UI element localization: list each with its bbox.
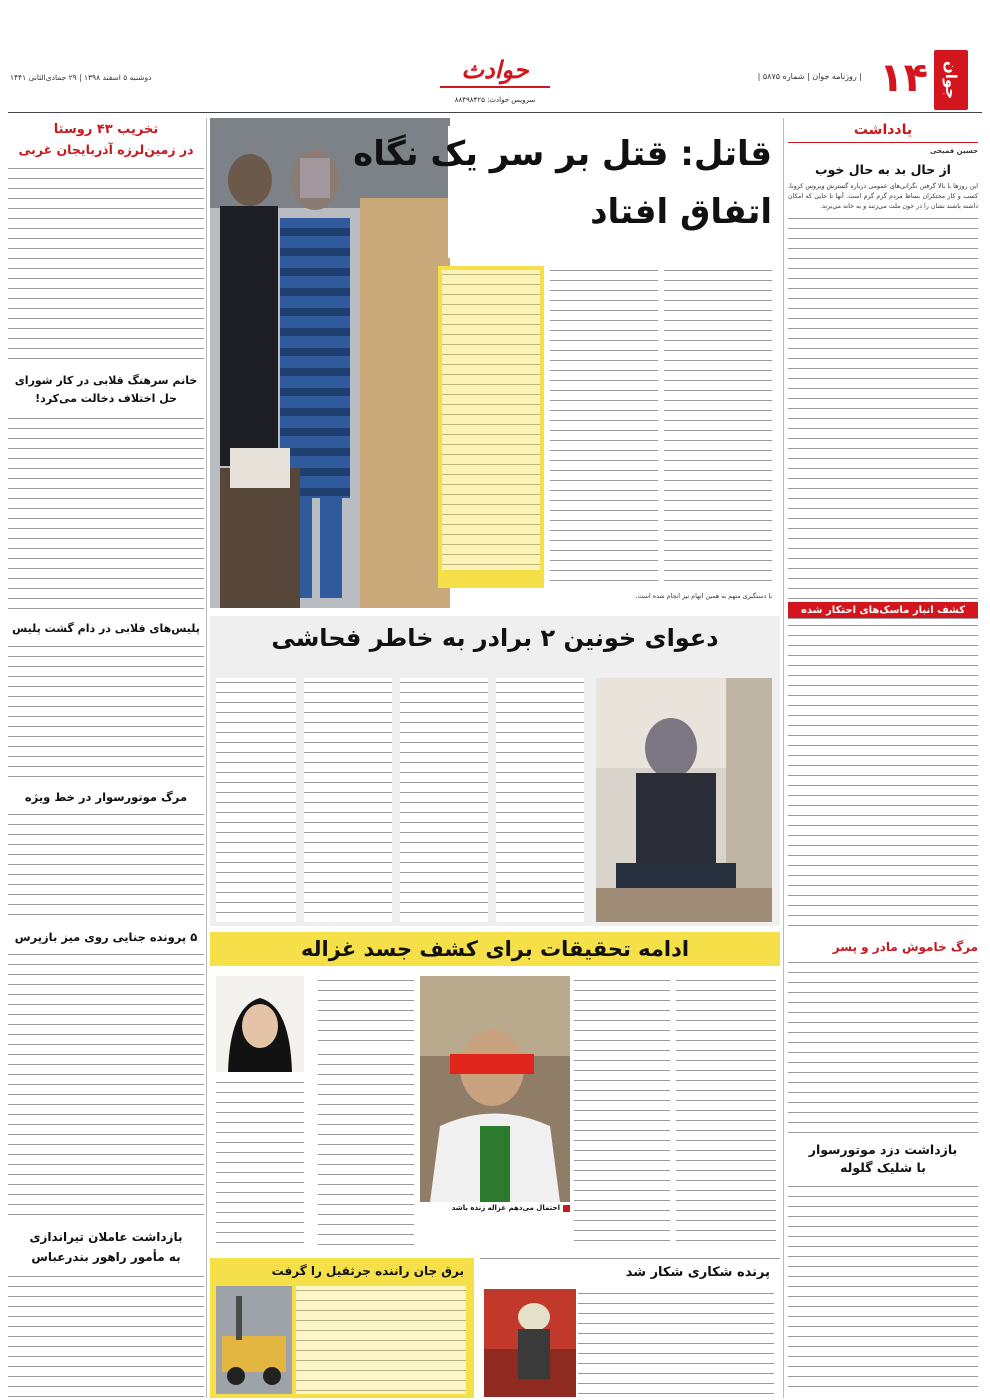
left-column	[8, 118, 204, 1400]
fake-police-body	[8, 642, 204, 780]
main-body-col-3	[442, 270, 540, 570]
brothers-col-2	[400, 678, 488, 922]
masthead	[0, 0, 990, 112]
ghazaleh-col-1	[676, 976, 776, 1246]
right-column	[788, 118, 978, 1400]
main-body-col-2	[550, 266, 658, 588]
main-headline-box	[353, 126, 780, 258]
suspect-image	[596, 678, 772, 922]
police-scene-image	[210, 118, 450, 608]
ghazaleh-story	[210, 932, 780, 1252]
workers-body	[8, 1272, 204, 1398]
fake-police-title: پلیس‌های قلابی در دام گشت پلیس	[12, 622, 200, 635]
driver-body	[296, 1286, 466, 1394]
bird-title: پرنده شکاری شکار شد	[625, 1265, 770, 1280]
yaddasht-title: از حال بد به حال خوب	[815, 162, 951, 177]
brothers-col-4	[216, 678, 296, 922]
section-phone: سرویس حوادث: ۸۸۴۹۸۴۲۵	[454, 96, 536, 104]
officer-title-1: خانم سرهنگ قلابی در کار شورای	[14, 374, 198, 387]
divider-right	[783, 118, 784, 1398]
ghazaleh-col-4	[216, 1078, 304, 1246]
motorcycle-body	[8, 810, 204, 918]
cases-body	[8, 950, 204, 1220]
victim-image	[420, 976, 570, 1202]
ghazaleh-victim-photo	[420, 976, 570, 1202]
driver-story	[210, 1258, 474, 1398]
section-title: حوادث	[461, 56, 529, 84]
author: حسین قمیحی	[929, 147, 978, 155]
masks-body	[788, 621, 978, 933]
date-left: دوشنبه ۵ اسفند ۱۳۹۸ | ۲۹ جمادی‌الثانی ۱۴۴۱	[10, 73, 152, 82]
brothers-col-1	[496, 678, 584, 922]
ghazaleh-headline-bar	[210, 932, 780, 966]
main-photo	[210, 118, 450, 608]
ghazaleh-headline: ادامه تحقیقات برای کشف جسد غزاله	[300, 937, 690, 961]
workers-title-2: به مأمور راهور بندرعباس	[31, 1250, 181, 1264]
quake-title-1: تخریب ۴۳ روستا	[53, 122, 159, 137]
masks-title-bar: کشف انبار ماسک‌های احتکار شده	[788, 602, 978, 618]
driver-title: برق جان راننده جرثقیل را گرفت	[271, 1264, 464, 1278]
ghazaleh-caption: احتمال می‌دهم غزاله زنده باشد	[420, 1204, 570, 1212]
logo: جوان	[934, 50, 968, 110]
divider-left	[206, 118, 207, 1398]
caption-bullet-icon	[563, 1205, 570, 1212]
main-headline-2: اتفاق افتاد	[590, 192, 772, 232]
ghazaleh-col-5	[318, 976, 414, 1046]
yaddasht-label: یادداشت	[853, 122, 913, 138]
section-underline	[440, 86, 550, 88]
main-headline-1: قاتل: قتل بر سر یک نگاه	[353, 134, 772, 174]
ghazaleh-col-2	[574, 976, 670, 1246]
mother-body	[788, 958, 978, 1136]
officer-body	[8, 414, 204, 610]
arrest-title-1: بازداشت دزد موتورسوار	[808, 1142, 958, 1157]
bird-body	[578, 1289, 774, 1395]
brothers-headline: دعوای خونین ۲ برادر به خاطر فحاشی	[271, 624, 719, 652]
brothers-photo	[596, 678, 772, 922]
quake-title-2: در زمین‌لرزه آذربایجان غربی	[18, 142, 194, 157]
ghazaleh-girl-photo	[216, 976, 304, 1072]
arrest-body	[788, 1182, 978, 1396]
workers-title-1: بازداشت عاملان تیراندازی	[29, 1230, 183, 1244]
yaddasht-rule	[788, 142, 978, 143]
ghazaleh-col-3	[318, 1050, 414, 1246]
yaddasht-lead: این روزها با بالا گرفتن نگرانی‌های عمومی درباره گسترش ویروس کرونا، کسب و کار محتکران بساط مردم گرم گرم است. آنها تا جایی که امکان داشته باشند نشان را در خون ملت می‌زنند و به خانه می‌برند.	[788, 183, 978, 210]
main-body-col-3-box	[438, 266, 544, 588]
page-number: ۱۴	[879, 55, 928, 101]
driver-photo	[216, 1286, 292, 1394]
brothers-story	[210, 616, 780, 926]
meta-right: | روزنامه جوان | شماره ۵۸۷۵ |	[757, 72, 862, 81]
crane-image	[216, 1286, 292, 1394]
bird-photo	[484, 1289, 576, 1397]
girl-portrait-image	[216, 976, 304, 1072]
brothers-col-3	[304, 678, 392, 922]
quake-body	[8, 164, 204, 364]
motorcycle-title: مرگ موتورسوار در خط ویژه	[24, 790, 188, 804]
bird-story	[480, 1258, 780, 1398]
cases-title: ۵ پرونده جنایی روی میز بازپرس	[14, 930, 198, 944]
main-lead-end: با دستگیری متهم به همین اتهام نیز انجام شده است.	[635, 593, 772, 600]
firefighter-image	[484, 1289, 576, 1397]
main-body-col-1	[664, 266, 772, 588]
arrest-title-2: با شلیک گلوله	[840, 1160, 926, 1175]
main-story	[210, 118, 780, 610]
officer-title-2: حل اختلاف دخالت می‌کرد!	[35, 392, 177, 405]
mother-title: مرگ خاموش مادر و پسر	[832, 940, 978, 954]
rule	[8, 112, 982, 113]
